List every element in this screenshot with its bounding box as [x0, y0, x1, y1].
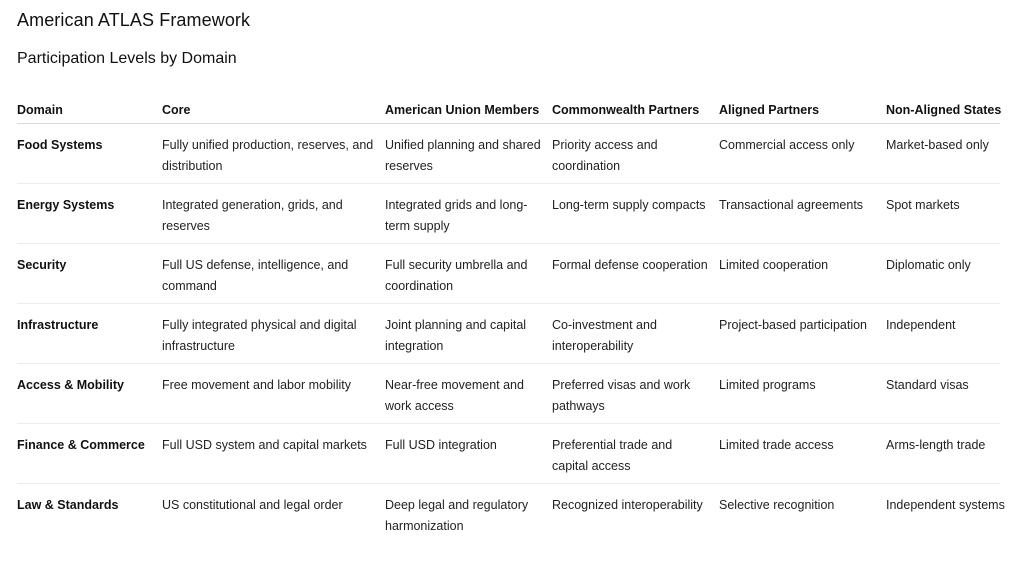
table-cell: Full USD system and capital markets [162, 424, 385, 484]
table-cell: Limited trade access [719, 424, 886, 484]
participation-table [17, 80, 1005, 543]
table-cell: Arms-length trade [886, 424, 1000, 484]
table-body [17, 124, 1005, 544]
table-cell: Selective recognition [719, 498, 835, 512]
table-cell: Co-investment and interoperability [552, 304, 719, 364]
table-row [17, 484, 1000, 544]
table-cell: Full US defense, intelligence, and command [162, 244, 385, 304]
table-row [17, 244, 1000, 304]
table-cell: Limited cooperation [719, 244, 886, 304]
table-cell: Joint planning and capital integration [385, 304, 552, 364]
table-cell: Long-term supply compacts [552, 184, 719, 244]
table-cell: Independent systems [886, 498, 1005, 512]
table-cell: Formal defense cooperation [552, 244, 719, 304]
table-cell: Full USD integration [385, 424, 552, 484]
table-cell: Diplomatic only [886, 244, 1000, 304]
table-cell: Project-based participation [719, 304, 886, 364]
table-cell: US constitutional and legal order [162, 498, 343, 512]
table-cell: Full security umbrella and coordination [385, 244, 552, 304]
table-cell: Integrated generation, grids, and reserves [162, 184, 385, 244]
table-row [17, 364, 1000, 424]
table-cell: Spot markets [886, 184, 1000, 244]
table-cell: Preferred visas and work pathways [552, 364, 719, 424]
table-cell-domain: Finance & Commerce [17, 424, 162, 484]
table-cell: Preferential trade and capital access [552, 424, 719, 484]
table-cell: Fully unified production, reserves, and distribution [162, 124, 385, 184]
table-row [17, 184, 1000, 244]
table-cell: Commercial access only [719, 124, 886, 184]
table-cell: Near-free movement and work access [385, 364, 552, 424]
table-cell: Independent [886, 304, 1000, 364]
header-row [17, 80, 1000, 124]
section-heading: Participation Levels by Domain [17, 50, 237, 67]
column-header-commonwealth-partners: Commonwealth Partners [552, 80, 719, 124]
table-cell-domain: Law & Standards [17, 498, 119, 512]
table-row [17, 124, 1000, 184]
table-cell: Standard visas [886, 364, 1000, 424]
page-title: American ATLAS Framework [17, 10, 251, 30]
table-cell: Unified planning and shared reserves [385, 124, 552, 184]
column-header-american-union-members: American Union Members [385, 80, 552, 124]
table-cell: Priority access and coordination [552, 124, 719, 184]
table-cell: Fully integrated physical and digital infrastructure [162, 304, 385, 364]
table-cell: Deep legal and regulatory harmonization [385, 498, 529, 533]
table-cell: Free movement and labor mobility [162, 364, 385, 424]
column-header-domain: Domain [17, 80, 162, 124]
table-cell-domain: Security [17, 244, 162, 304]
table-cell: Recognized interoperability [552, 498, 703, 512]
column-header-aligned-partners: Aligned Partners [719, 80, 886, 124]
table-cell-domain: Access & Mobility [17, 364, 162, 424]
table-cell-domain: Infrastructure [17, 304, 162, 364]
table-header [17, 80, 1000, 124]
table-row [17, 304, 1000, 364]
table-row [17, 424, 1000, 484]
table-cell: Integrated grids and long-term supply [385, 184, 552, 244]
table-cell: Transactional agreements [719, 184, 886, 244]
column-header-non-aligned-states: Non-Aligned States [886, 80, 1000, 124]
column-header-core: Core [162, 80, 385, 124]
table-cell: Market-based only [886, 124, 1000, 184]
table-cell: Limited programs [719, 364, 886, 424]
table-cell-domain: Energy Systems [17, 184, 162, 244]
table-cell-domain: Food Systems [17, 124, 162, 184]
